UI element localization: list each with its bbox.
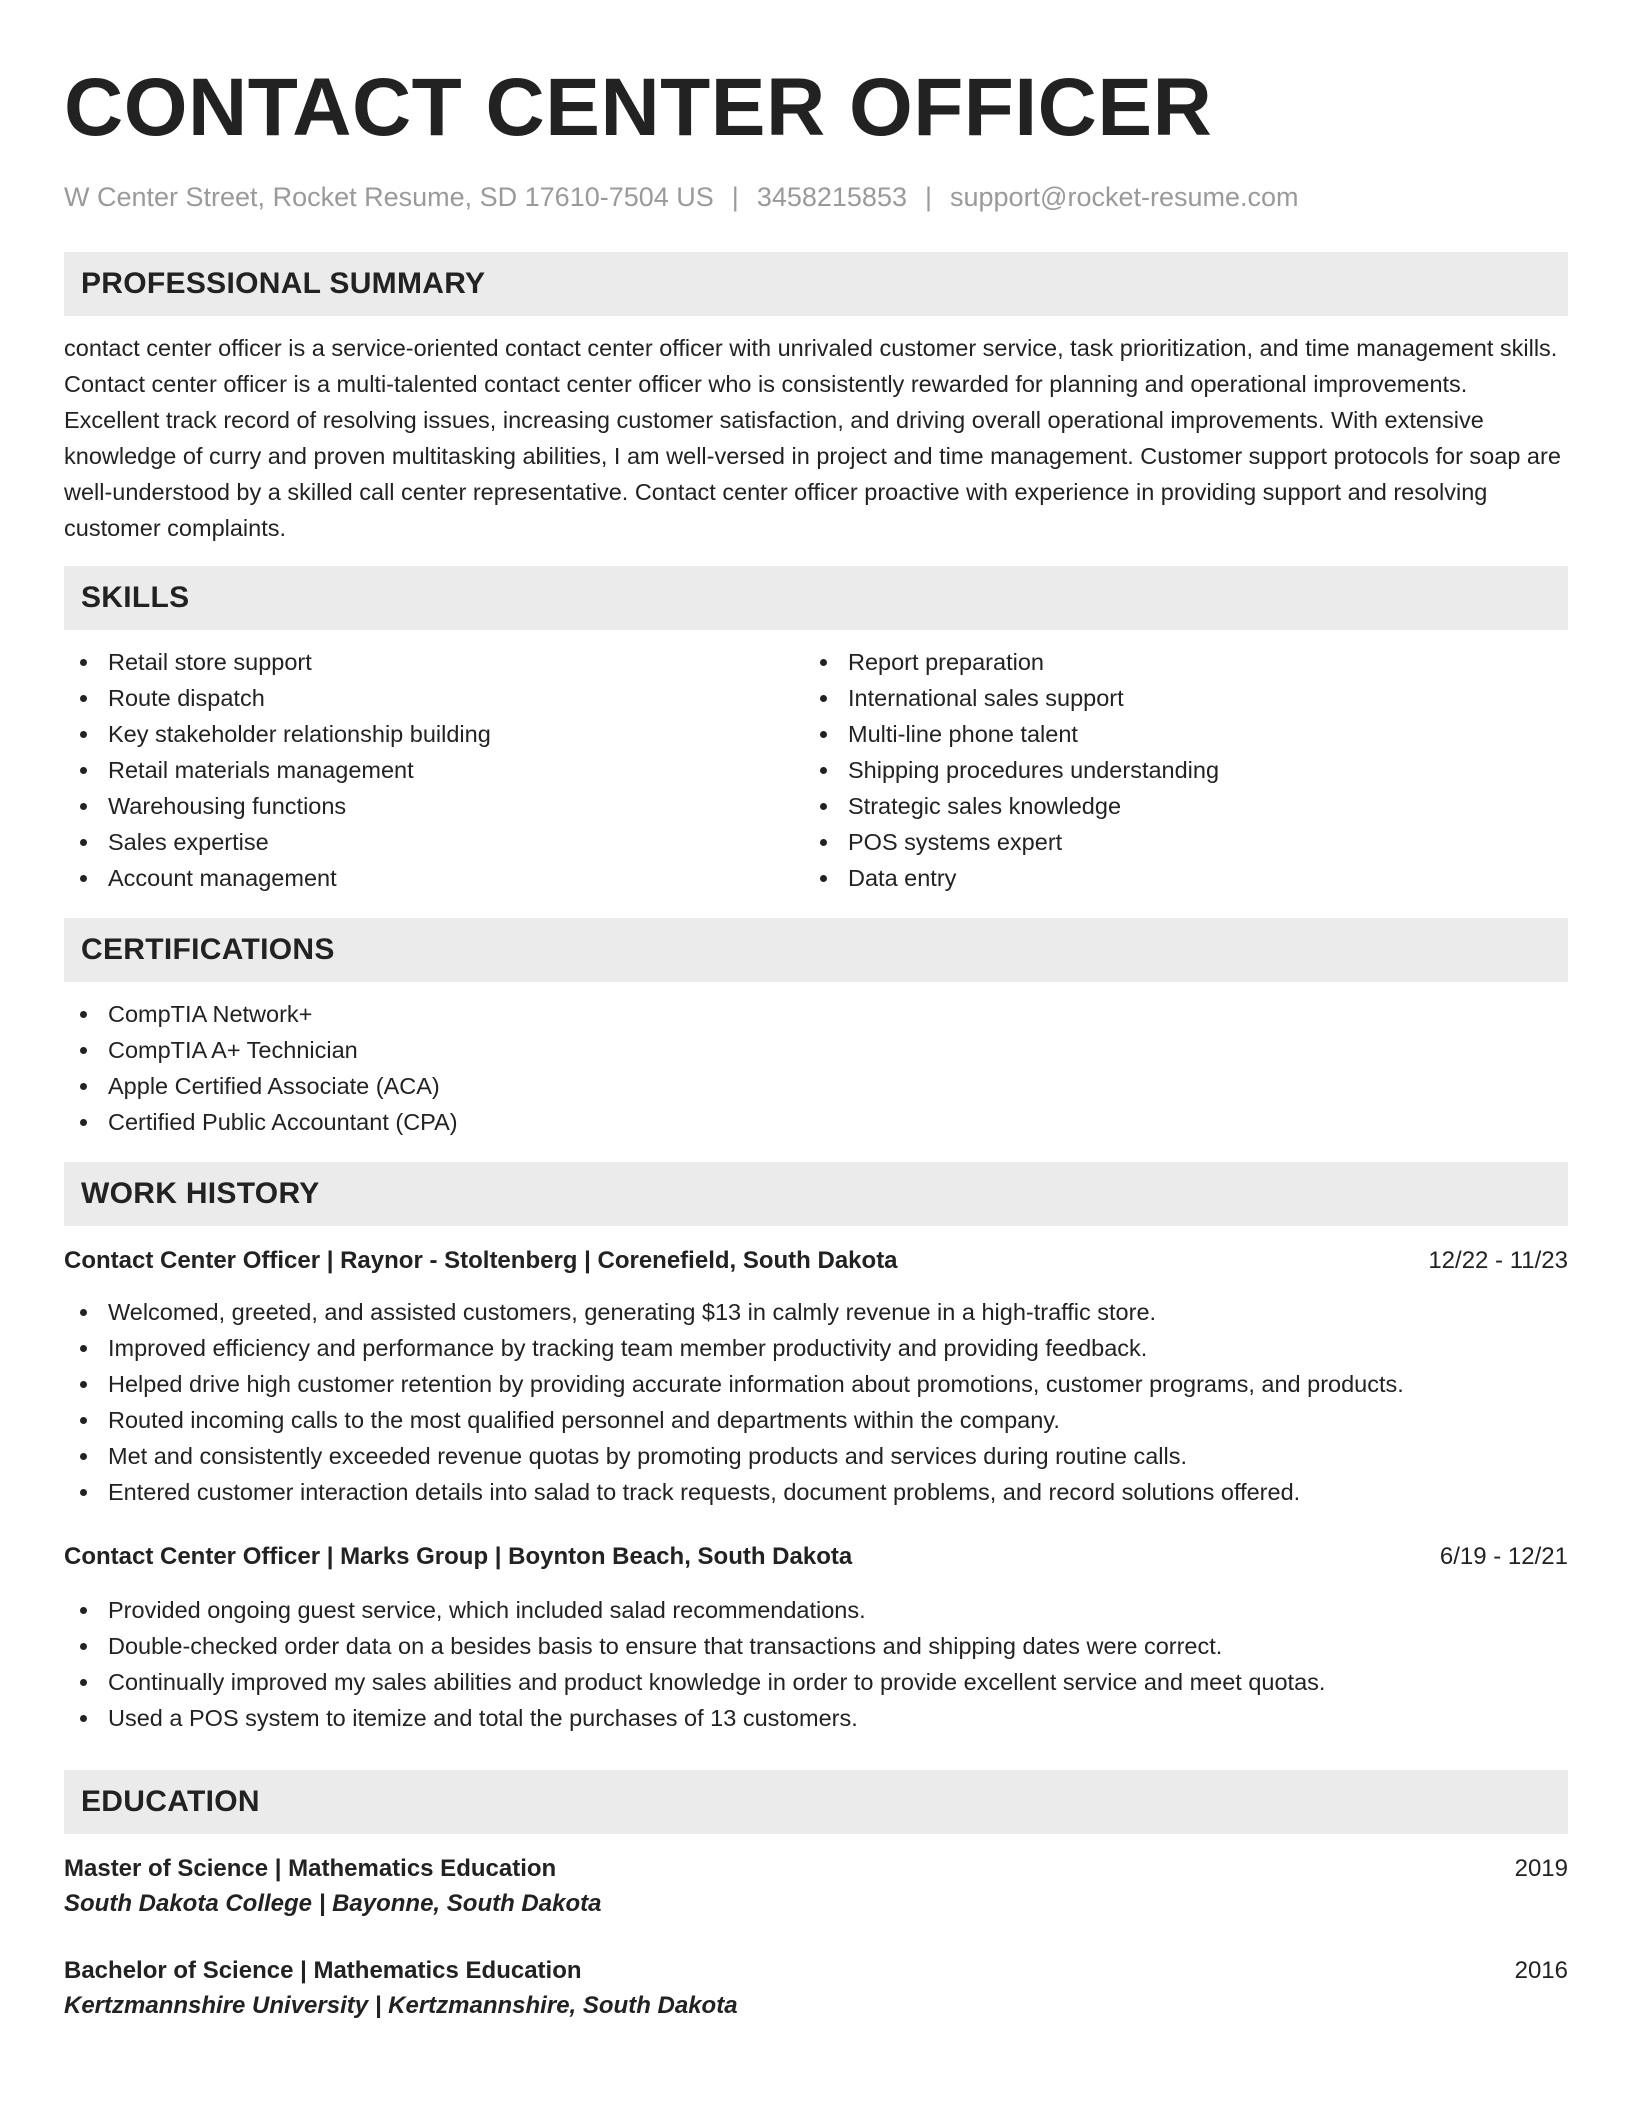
job-bullet: Routed incoming calls to the most qualified personnel and departments within the company. <box>64 1402 1568 1438</box>
skill-item: Shipping procedures understanding <box>804 752 1544 788</box>
summary-text: contact center officer is a service-oriented contact center officer with unrivaled customer service, task prioritization, and time management skills. Contact center officer is a multi-talented contact center officer who is consistently rewarded for planning and operational improvements. Excellent track record of resolving issues, increasing customer satisfaction, and driving overall operational improvements. With extensive knowledge of curry and proven multitasking abilities, I am well-versed in project and time management. Customer support protocols for soap are well-understood by a skilled call center representative. Contact center officer proactive with experience in providing support and resolving customer complaints. <box>64 335 1561 541</box>
section-heading-education: EDUCATION <box>64 1770 1568 1834</box>
job-bullet: Met and consistently exceeded revenue quotas by promoting products and services during routine calls. <box>64 1438 1568 1474</box>
job-dates: 12/22 - 11/23 <box>1428 1247 1568 1274</box>
education-school: South Dakota College | Bayonne, South Dakota <box>64 1890 602 1917</box>
skill-item: Retail materials management <box>64 752 804 788</box>
job-header <box>64 1244 1568 1278</box>
education-year: 2016 <box>1514 1957 1568 1984</box>
skill-item: POS systems expert <box>804 824 1544 860</box>
job-bullet: Improved efficiency and performance by tracking team member productivity and providing feedback. <box>64 1330 1568 1366</box>
job-bullet: Continually improved my sales abilities and product knowledge in order to provide excellent service and meet quotas. <box>64 1664 1568 1700</box>
skills-columns <box>64 644 1568 896</box>
job-bullet: Used a POS system to itemize and total the purchases of 13 customers. <box>64 1700 1568 1736</box>
contact-separator: | <box>924 182 932 212</box>
certifications-list <box>64 996 1568 1140</box>
section-heading-work-history: WORK HISTORY <box>64 1162 1568 1226</box>
job-bullet: Entered customer interaction details into salad to track requests, document problems, and record solutions offered. <box>64 1474 1568 1510</box>
certification-item: CompTIA Network+ <box>64 996 1568 1032</box>
skill-item: Retail store support <box>64 644 804 680</box>
job-title: Contact Center Officer | Raynor - Stoltenberg | Corenefield, South Dakota <box>64 1247 898 1274</box>
contact-phone: 3458215853 <box>756 182 907 212</box>
education-degree: Bachelor of Science | Mathematics Education <box>64 1957 582 1984</box>
section-heading-skills: SKILLS <box>64 566 1568 630</box>
skill-item: Report preparation <box>804 644 1544 680</box>
contact-separator: | <box>731 182 739 212</box>
skill-item: International sales support <box>804 680 1544 716</box>
skills-list-right <box>804 644 1544 896</box>
job-bullet: Double-checked order data on a besides basis to ensure that transactions and shipping dates were correct. <box>64 1628 1568 1664</box>
education-header <box>64 1954 1568 1988</box>
skill-item: Account management <box>64 860 804 896</box>
education-header <box>64 1852 1568 1886</box>
job-bullets <box>64 1294 1568 1510</box>
skill-item: Multi-line phone talent <box>804 716 1544 752</box>
education-school: Kertzmannshire University | Kertzmannshire, South Dakota <box>64 1992 738 2019</box>
skill-item: Data entry <box>804 860 1544 896</box>
job-bullet: Welcomed, greeted, and assisted customers, generating $13 in calmly revenue in a high-traffic store. <box>64 1294 1568 1330</box>
job-header <box>64 1540 1568 1574</box>
skill-item: Warehousing functions <box>64 788 804 824</box>
skill-item: Key stakeholder relationship building <box>64 716 804 752</box>
section-heading-summary: PROFESSIONAL SUMMARY <box>64 252 1568 316</box>
skills-list-left <box>64 644 804 896</box>
skill-item: Strategic sales knowledge <box>804 788 1544 824</box>
contact-address: W Center Street, Rocket Resume, SD 17610-7504 US <box>64 182 714 212</box>
certification-item: Apple Certified Associate (ACA) <box>64 1068 1568 1104</box>
job-dates: 6/19 - 12/21 <box>1439 1543 1568 1570</box>
job-bullet: Helped drive high customer retention by providing accurate information about promotions, customer programs, and products. <box>64 1366 1568 1402</box>
education-degree: Master of Science | Mathematics Education <box>64 1855 557 1882</box>
skill-item: Sales expertise <box>64 824 804 860</box>
job-bullet: Provided ongoing guest service, which included salad recommendations. <box>64 1592 1568 1628</box>
education-year: 2019 <box>1514 1855 1568 1882</box>
section-heading-certifications: CERTIFICATIONS <box>64 918 1568 982</box>
job-bullets <box>64 1592 1568 1736</box>
job-title: Contact Center Officer | Marks Group | Boynton Beach, South Dakota <box>64 1543 853 1570</box>
certification-item: Certified Public Accountant (CPA) <box>64 1104 1568 1140</box>
contact-email: support@rocket-resume.com <box>950 182 1299 212</box>
contact-line <box>64 180 1568 214</box>
resume-name: CONTACT CENTER OFFICER <box>64 62 1213 153</box>
certification-item: CompTIA A+ Technician <box>64 1032 1568 1068</box>
skill-item: Route dispatch <box>64 680 804 716</box>
